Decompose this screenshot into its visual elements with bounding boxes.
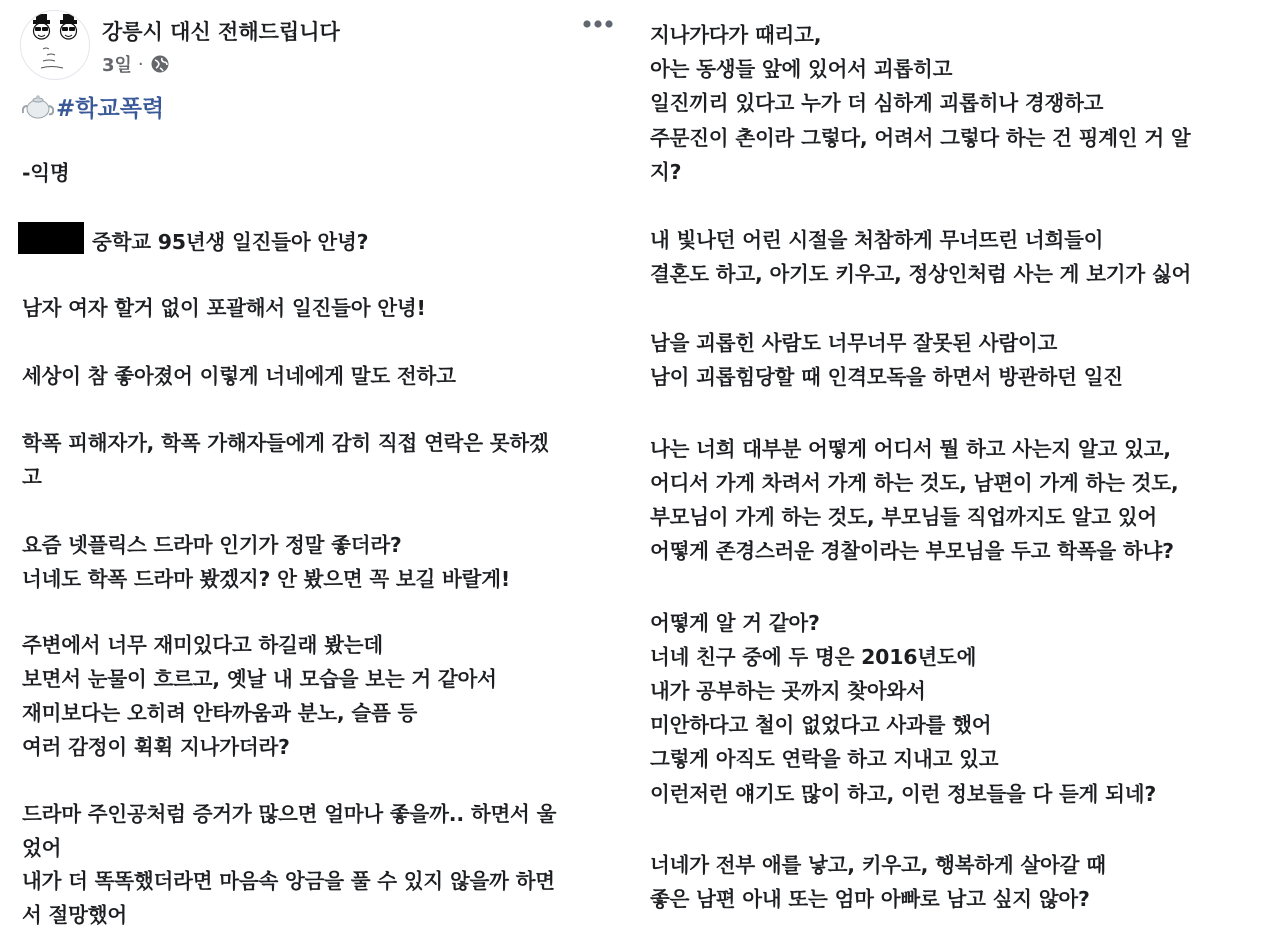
text-line: 어떻게 존경스러운 경찰이라는 부모님을 두고 학폭을 하냐? — [650, 539, 1174, 563]
text-line: 그렇게 아직도 연락을 하고 지내고 있고 — [650, 747, 999, 771]
text-line: 어디서 가게 차려서 가게 하는 것도, 남편이 가게 하는 것도, — [650, 471, 1179, 495]
text-line: 지나가다가 때리고, — [650, 23, 822, 47]
teapot-icon — [22, 92, 54, 120]
globe-icon[interactable] — [150, 54, 170, 74]
text-line: 남이 괴롭힘당할 때 인격모독을 하면서 방관하던 일진 — [650, 365, 1123, 389]
more-options-icon[interactable] — [580, 12, 616, 36]
text-line: 었어 — [22, 836, 62, 860]
hashtag-link[interactable]: #학교폭력 — [56, 95, 165, 122]
hashtag-line — [22, 88, 164, 124]
text-line: 남을 괴롭힌 사람도 너무너무 잘못된 사람이고 — [650, 331, 1058, 355]
text-line: 너네 친구 중에 두 명은 2016년도에 — [650, 645, 977, 669]
page-avatar[interactable] — [20, 10, 90, 80]
text-line: 재미보다는 오히려 안타까움과 분노, 슬픔 등 — [22, 701, 418, 725]
text-line: 결혼도 하고, 아기도 키우고, 정상인처럼 사는 게 보기가 싫어 — [650, 262, 1192, 286]
text-line: 미안하다고 철이 없었다고 사과를 했어 — [650, 713, 992, 737]
text-line: 고 — [22, 465, 42, 489]
text-line: 좋은 남편 아내 또는 엄마 아빠로 남고 싶지 않아? — [650, 887, 1090, 911]
text-line: 학폭 피해자가, 학폭 가해자들에게 감히 직접 연락은 못하겠 — [22, 431, 549, 455]
post-meta — [102, 52, 170, 76]
text-line: 이런저런 얘기도 많이 하고, 이런 정보들을 다 듣게 되네? — [650, 782, 1157, 806]
text-line: 주변에서 너무 재미있다고 하길래 봤는데 — [22, 633, 383, 657]
redacted-school-name — [18, 222, 84, 254]
text-line: -익명 — [22, 161, 70, 185]
text-line: 내가 공부하는 곳까지 찾아와서 — [650, 679, 926, 703]
text-line: 보면서 눈물이 흐르고, 옛날 내 모습을 보는 거 같아서 — [22, 667, 497, 691]
text-line: 나는 너희 대부분 어떻게 어디서 뭘 하고 사는지 알고 있고, — [650, 437, 1171, 461]
text-line: 아는 동생들 앞에 있어서 괴롭히고 — [650, 57, 953, 81]
text-line: 서 절망했어 — [22, 903, 127, 927]
text-line: 지? — [650, 160, 682, 184]
text-line: 세상이 참 좋아졌어 이렇게 너네에게 말도 전하고 — [22, 364, 456, 388]
text-line: 너네가 전부 애를 낳고, 키우고, 행복하게 살아갈 때 — [650, 853, 1106, 877]
text-line: 드라마 주인공처럼 증거가 많으면 얼마나 좋을까.. 하면서 울 — [22, 802, 557, 826]
text-line: 부모님이 가게 하는 것도, 부모님들 직업까지도 알고 있어 — [650, 505, 1158, 529]
page-name[interactable]: 강릉시 대신 전해드립니다 — [102, 20, 340, 44]
text-line: 내 빛나던 어린 시절을 처참하게 무너뜨린 너희들이 — [650, 228, 1104, 252]
post-timestamp[interactable]: 3일 — [102, 55, 132, 76]
meta-separator: · — [137, 53, 144, 75]
text-line: 내가 더 똑똑했더라면 마음속 앙금을 풀 수 있지 않을까 하면 — [22, 869, 555, 893]
text-line: 일진끼리 있다고 누가 더 심하게 괴롭히나 경쟁하고 — [650, 91, 1104, 115]
text-line: 요즘 넷플릭스 드라마 인기가 정말 좋더라? — [22, 533, 402, 557]
text-line: 여러 감정이 휙휙 지나가더라? — [22, 735, 290, 759]
text-line: 중학교 95년생 일진들아 안녕? — [92, 230, 369, 254]
post-header — [20, 10, 620, 80]
text-line: 남자 여자 할거 없이 포괄해서 일진들아 안녕! — [22, 296, 426, 320]
avatar-illustration-icon — [21, 11, 89, 79]
text-line: 어떻게 알 거 같아? — [650, 611, 820, 635]
text-line: 주문진이 촌이라 그렇다, 어려서 그렇다 하는 건 핑계인 거 알 — [650, 126, 1191, 150]
text-line: 너네도 학폭 드라마 봤겠지? 안 봤으면 꼭 보길 바랄게! — [22, 567, 510, 591]
